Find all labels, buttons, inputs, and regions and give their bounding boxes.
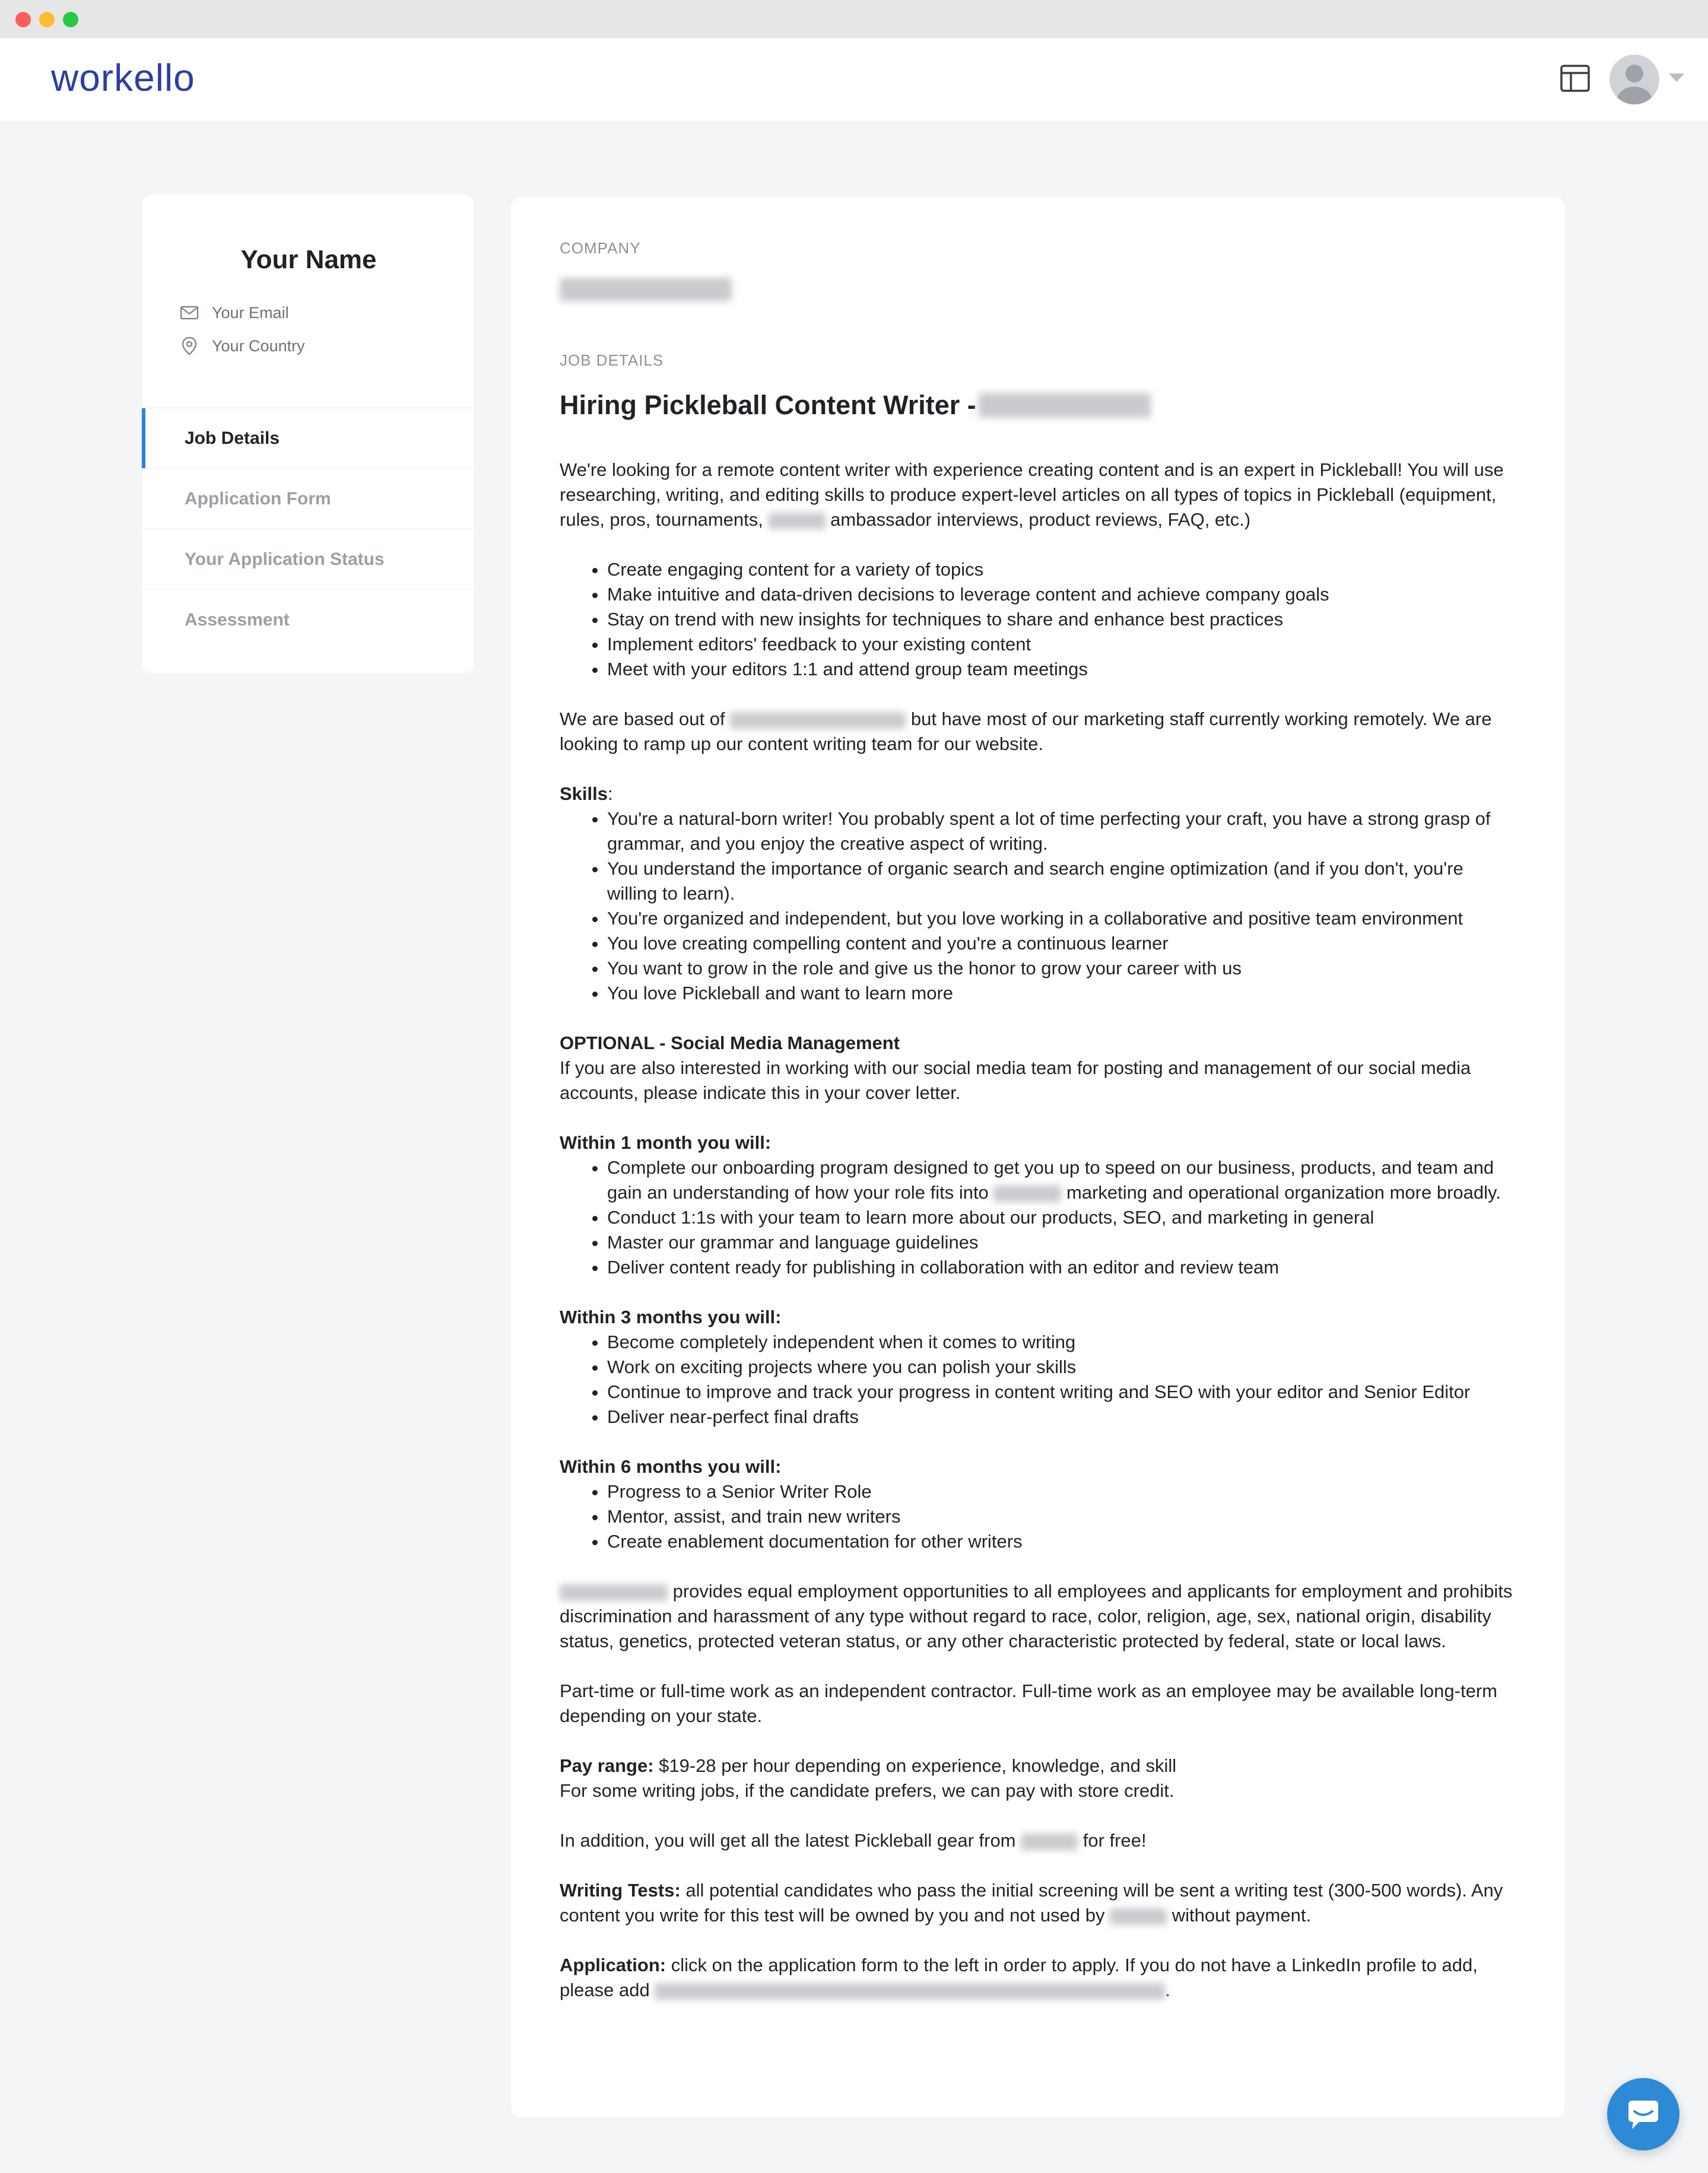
- three-month-label: Within 3 months you will:: [560, 1307, 782, 1327]
- one-month-label: Within 1 month you will:: [560, 1132, 772, 1153]
- list-item: • Stay on trend with new insights for techniques to share and enhance best practices: [607, 607, 1517, 632]
- redacted-company: [993, 1186, 1061, 1202]
- one-month-list: [607, 1155, 1517, 1280]
- gear-paragraph: [560, 1828, 1517, 1853]
- redacted-location: [730, 712, 906, 729]
- list-item: • Meet with your editors 1:1 and attend group team meetings: [607, 657, 1517, 682]
- skills-label: Skills: [560, 783, 608, 804]
- sidebar-item-application-status[interactable]: Your Application Status: [142, 529, 475, 589]
- list-item: • Progress to a Senior Writer Role: [607, 1479, 1517, 1504]
- pay-label: Pay range:: [560, 1755, 654, 1776]
- job-details-label: JOB DETAILS: [560, 351, 664, 369]
- chevron-down-icon[interactable]: [1669, 74, 1684, 82]
- location-paragraph: [560, 707, 1517, 757]
- application-paragraph: [560, 1953, 1517, 2003]
- list-item: • You love Pickleball and want to learn more: [607, 981, 1517, 1006]
- user-avatar-icon[interactable]: [1609, 55, 1659, 104]
- profile-email: Your Email: [212, 303, 289, 322]
- skills-colon: :: [608, 783, 613, 804]
- layout-icon[interactable]: [1558, 62, 1592, 95]
- intro-paragraph: [560, 458, 1517, 532]
- optional-label: OPTIONAL - Social Media Management: [560, 1033, 900, 1053]
- three-month-list: [607, 1330, 1517, 1429]
- mail-icon: [179, 302, 200, 323]
- writing-tests-label: Writing Tests:: [560, 1880, 681, 1901]
- six-month-label: Within 6 months you will:: [560, 1456, 782, 1477]
- location-text-end: but have most of our marketing staff currently working remotely. We are looking to ramp up our content writing team for our website.: [560, 709, 1492, 754]
- list-item: • Deliver near-perfect final drafts: [607, 1405, 1517, 1429]
- onboarding-text: Complete our onboarding program designed to get you up to speed on our business, products, and team and gain an understanding of how your role fits into: [607, 1157, 1494, 1203]
- profile-sidebar: [141, 193, 475, 674]
- profile-email-row: [179, 301, 289, 325]
- pay-range: [560, 1753, 1517, 1778]
- six-month-heading: [560, 1454, 1517, 1479]
- list-item: • Conduct 1:1s with your team to learn more about our products, SEO, and marketing in general: [607, 1205, 1517, 1230]
- list-item: • Create enablement documentation for other writers: [607, 1529, 1517, 1554]
- list-item: • Mentor, assist, and train new writers: [607, 1504, 1517, 1529]
- application-text: click on the application form to the left in order to apply. If you do not have a LinkedIn profile to add, please add: [560, 1955, 1478, 2000]
- writing-tests-text: all potential candidates who pass the initial screening will be sent a writing test (300-500 words). Any content you write for this test will be owned by you and not used by: [560, 1880, 1503, 1926]
- company-label: COMPANY: [560, 239, 641, 257]
- list-item: • You want to grow in the role and give us the honor to grow your career with us: [607, 956, 1517, 981]
- six-month-list: [607, 1479, 1517, 1554]
- list-item: • Master our grammar and language guidelines: [607, 1230, 1517, 1255]
- chat-bubble-icon: [1625, 2098, 1662, 2131]
- gear-text: In addition, you will get all the latest Pickleball gear from: [560, 1830, 1021, 1851]
- job-details-panel: [510, 196, 1566, 2118]
- intro-text: We're looking for a remote content writer with experience creating content and is an expert in Pickleball! You will use researching, writing, and editing skills to produce expert-level articles on all types of topics in Pickleball (equipment, rules, pros, tournaments,: [560, 459, 1504, 530]
- workello-logo[interactable]: workello: [51, 56, 195, 99]
- minimize-window-button[interactable]: [39, 12, 55, 27]
- redacted-text: [769, 513, 826, 529]
- application-end: .: [1165, 1980, 1170, 2000]
- list-item: • Make intuitive and data-driven decisions to leverage content and achieve company goals: [607, 582, 1517, 607]
- onboarding-text-end: marketing and operational organization more broadly.: [1061, 1182, 1501, 1203]
- profile-name: Your Name: [240, 245, 377, 274]
- job-description: [560, 458, 1517, 2003]
- gear-text-end: for free!: [1078, 1830, 1147, 1851]
- chat-button[interactable]: [1607, 2078, 1680, 2150]
- redacted-linkedin-url[interactable]: [655, 1983, 1165, 2000]
- list-item: • Create engaging content for a variety of topics: [607, 557, 1517, 582]
- eeo-text: provides equal employment opportunities to all employees and applicants for employment and prohibits discrimination and harassment of any type without regard to race, color, religion, age, sex, national origin, disability status, genetics, protected veteran status, or any other characteristic protected by federal, state or local laws.: [560, 1581, 1513, 1651]
- sidebar-item-job-details[interactable]: Job Details: [142, 408, 475, 468]
- application-label: Application:: [560, 1955, 666, 1975]
- job-title-text: Hiring Pickleball Content Writer -: [560, 390, 976, 420]
- sidebar-item-assessment[interactable]: Assessment: [142, 589, 475, 650]
- skills-heading: [560, 781, 1517, 806]
- redacted-company: [560, 1584, 668, 1601]
- one-month-heading: [560, 1130, 1517, 1155]
- profile-country-row: [179, 334, 305, 358]
- job-title: [560, 390, 1517, 421]
- list-item: • You understand the importance of organic search and search engine optimization (and if you don't, you're willing to learn).: [607, 856, 1517, 906]
- location-pin-icon: [179, 335, 200, 357]
- list-item: • You're a natural-born writer! You probably spent a lot of time perfecting your craft, you have a strong grasp of grammar, and you enjoy the creative aspect of writing.: [607, 806, 1517, 856]
- close-window-button[interactable]: [15, 12, 31, 27]
- maximize-window-button[interactable]: [63, 12, 78, 27]
- profile-country: Your Country: [212, 336, 305, 355]
- list-item: • Work on exciting projects where you can polish your skills: [607, 1355, 1517, 1380]
- writing-tests-paragraph: [560, 1878, 1517, 1928]
- list-item: [607, 1155, 1517, 1205]
- contract-paragraph: Part-time or full-time work as an independent contractor. Full-time work as an employee may be available long-term depending on your state.: [560, 1680, 1497, 1726]
- intro-text-end: ambassador interviews, product reviews, FAQ, etc.): [825, 509, 1251, 530]
- pay-note: For some writing jobs, if the candidate prefers, we can pay with store credit.: [560, 1780, 1174, 1801]
- list-item: • You love creating compelling content and you're a continuous learner: [607, 931, 1517, 956]
- optional-heading: [560, 1031, 1517, 1056]
- list-item: • Become completely independent when it comes to writing: [607, 1330, 1517, 1355]
- redacted-company: [560, 278, 732, 301]
- redacted-company: [979, 393, 1151, 418]
- sidebar-item-application-form[interactable]: Application Form: [142, 468, 475, 529]
- company-name-redacted: [560, 278, 1517, 305]
- skills-list: [607, 806, 1517, 1006]
- responsibilities-list: [607, 557, 1517, 682]
- writing-tests-end: without payment.: [1167, 1905, 1312, 1926]
- location-text: We are based out of: [560, 709, 731, 729]
- three-month-heading: [560, 1305, 1517, 1330]
- window-titlebar: [0, 0, 1708, 38]
- list-item: • Deliver content ready for publishing in collaboration with an editor and review team: [607, 1255, 1517, 1280]
- pay-value: $19-28 per hour depending on experience, knowledge, and skill: [653, 1755, 1177, 1776]
- redacted-company: [1021, 1834, 1078, 1850]
- eeo-paragraph: [560, 1579, 1517, 1654]
- list-item: • Implement editors' feedback to your existing content: [607, 632, 1517, 657]
- app-header: [0, 38, 1708, 122]
- list-item: • Continue to improve and track your progress in content writing and SEO with your editor and Senior Editor: [607, 1380, 1517, 1405]
- redacted-company: [1110, 1908, 1167, 1925]
- list-item: • You're organized and independent, but you love working in a collaborative and positive team environment: [607, 906, 1517, 931]
- sidebar-nav: [142, 408, 475, 650]
- optional-paragraph: If you are also interested in working with our social media team for posting and management of our social media accounts, please indicate this in your cover letter.: [560, 1057, 1471, 1103]
